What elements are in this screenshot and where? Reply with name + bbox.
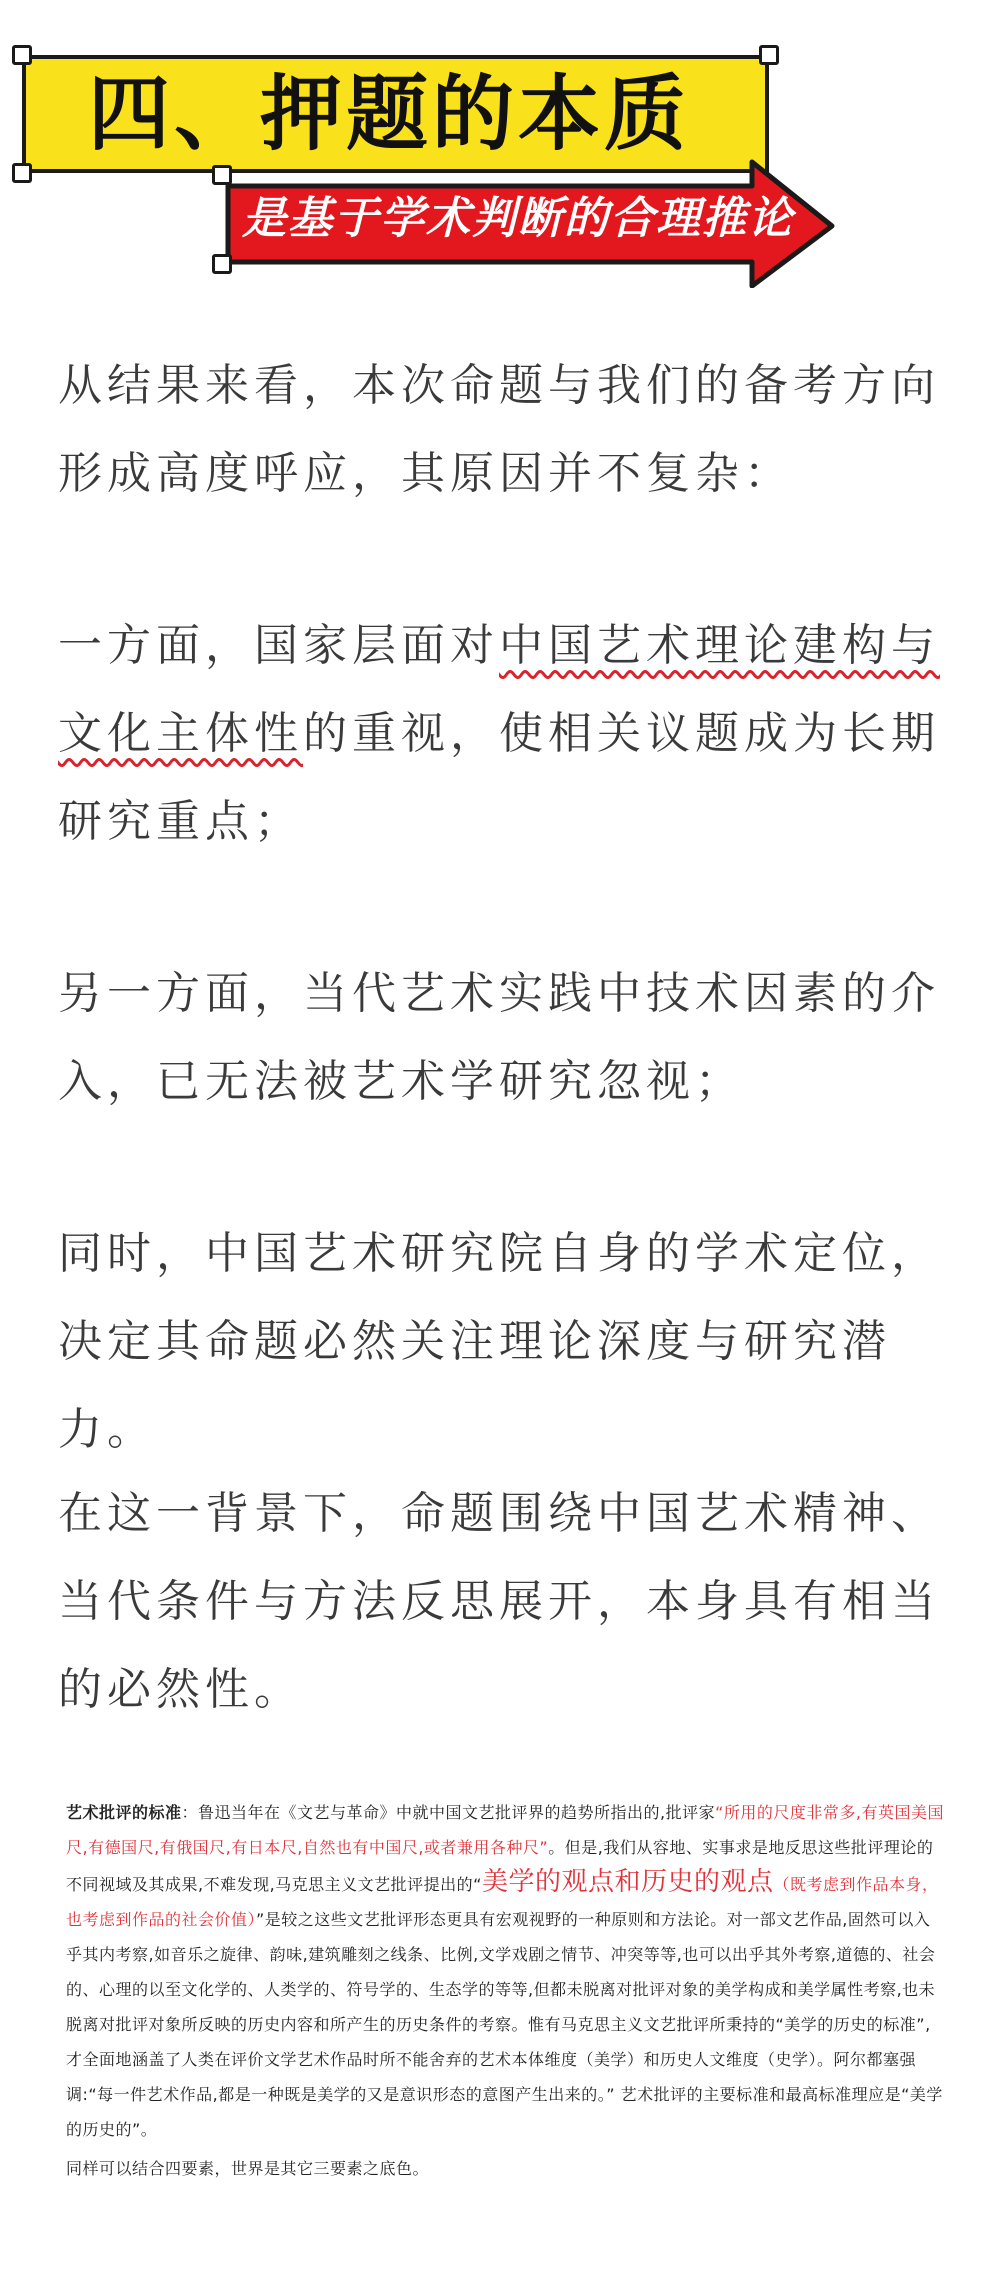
- resize-handle-ribbon-left: [212, 254, 232, 274]
- paragraph-result: 从结果来看，本次命题与我们的备考方向形成高度呼应，其原因并不复杂：: [58, 360, 940, 499]
- note-key-viewpoint: 美学的观点和历史的观点: [481, 1867, 774, 1897]
- underlined-keyphrase: 中国艺术理论建构与文化主体性: [58, 620, 940, 759]
- note-paren-red: （既考虑到作品本身，也考虑到作品的社会价值）: [66, 1875, 939, 1929]
- section-subtitle: 是基于学术判断的合理推论: [242, 193, 794, 244]
- note-quote-red: “所用的尺度非常多,有英国美国尺,有德国尺,有俄国尺,有日本尺,自然也有中国尺,或者兼用各种尺”: [66, 1803, 944, 1857]
- resize-handle-top-right: [759, 45, 779, 65]
- resize-handle-bottom-mid: [212, 165, 232, 185]
- criticism-standard-note: [66, 1795, 946, 2186]
- resize-handle-top-left: [12, 45, 32, 65]
- paragraph-institute: 同时，中国艺术研究院自身的学术定位，决定其命题必然关注理论深度与研究潜力。: [58, 1228, 940, 1455]
- paragraph-national-level-lead: 一方面，国家层面对: [58, 620, 499, 671]
- resize-handle-bottom-left: [12, 163, 32, 183]
- note-text-2: 。但是,我们从容地、实事求是地反思这些批评理论的不同视域及其成果,不难发现,马克思主义文艺批评提出的“: [66, 1838, 934, 1894]
- title-banner: [22, 55, 769, 173]
- paragraph-national-level: [58, 602, 948, 866]
- note-text-1: ：鲁迅当年在《文艺与革命》中就中国文艺批评界的趋势所指出的,批评家: [181, 1803, 716, 1822]
- note-label: 艺术批评的标准: [66, 1803, 182, 1822]
- paragraph-background: 在这一背景下，命题围绕中国艺术精神、当代条件与方法反思展开，本身具有相当的必然性。: [58, 1488, 940, 1715]
- note-body: [66, 1795, 946, 2147]
- subtitle-ribbon: [222, 158, 842, 288]
- note-tail: 同样可以结合四要素，世界是其它三要素之底色。: [66, 2159, 430, 2178]
- paragraph-national-level-tail: 的重视，使相关议题成为长期研究重点；: [58, 708, 940, 847]
- note-text-3: ”是较之这些文艺批评形态更具有宏观视野的一种原则和方法论。对一部文艺作品,固然可以入乎其内考察,如音乐之旋律、韵味,建筑雕刻之线条、比例,文学戏剧之情节、冲突等等,也可以出乎其外考察,道德的、社会的、心理的以至文化学的、人类学的、符号学的、生态学的等等,但都未脱离对批评对象的美学构成和美学属性考察,也未脱离对批评对象所反映的历史内容和所产生的历史条件的考察。惟有马克思主义文艺批评所秉持的“美学的历史的标准”,才全面地涵盖了人类在评价文学艺术作品时所不能舍弃的艺术本体维度（美学）和历史人文维度（史学）。阿尔都塞强调:“每一件艺术作品,都是一种既是美学的又是意识形态的意图产生出来的。” 艺术批评的主要标准和最高标准理应是“美学的历史的”。: [66, 1910, 943, 2139]
- paragraph-technology: 另一方面，当代艺术实践中技术因素的介入，已无法被艺术学研究忽视；: [58, 968, 940, 1107]
- section-title: 四、押题的本质: [88, 67, 691, 162]
